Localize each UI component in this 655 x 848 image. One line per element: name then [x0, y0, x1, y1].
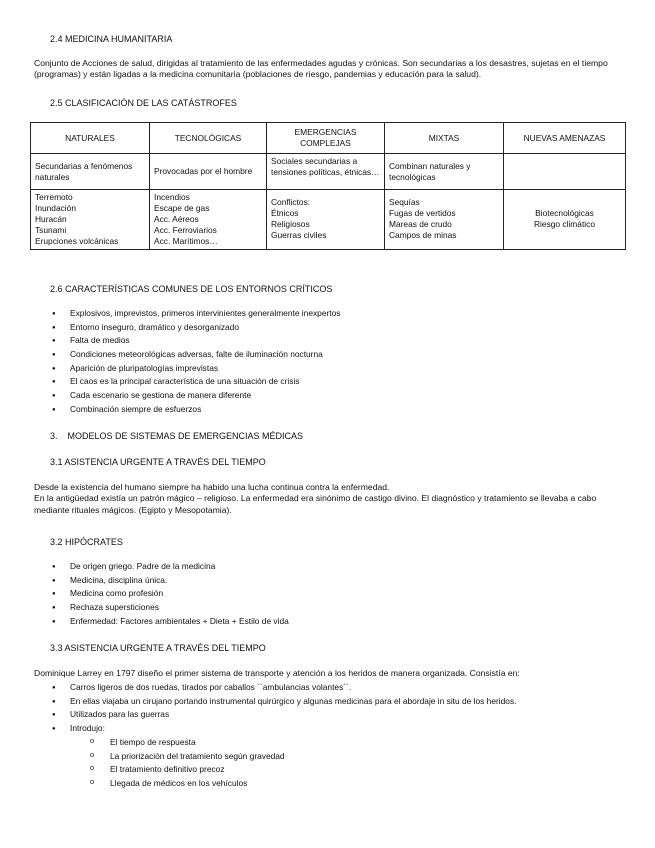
- example-item: Tsunami: [35, 224, 67, 235]
- example-item: Fugas de vertidos: [389, 208, 456, 219]
- heading-medicina-humanitaria: 2.4 MEDICINA HUMANITARIA: [50, 34, 173, 44]
- example-item: Huracán: [35, 213, 67, 224]
- sub-list-item: o El tiempo de respuesta: [90, 737, 285, 751]
- larrey-list: [52, 682, 516, 737]
- header-mixtas: MIXTAS: [385, 123, 504, 154]
- list-item: ● Cada escenario se gestiona de manera diferente: [52, 390, 340, 404]
- example-item: Campos de minas: [389, 230, 457, 241]
- paragraph-asistencia-1: [34, 482, 634, 516]
- list-item: ● Medicina, disciplina única.: [52, 575, 289, 589]
- example-item: Escape de gas: [154, 202, 210, 213]
- list-item: ● Entorno inseguro, dramático y desorganizado: [52, 322, 340, 336]
- sub-list-item: o La priorización del tratamiento según gravedad: [90, 751, 285, 765]
- header-nuevas-amenazas: NUEVAS AMENAZAS: [504, 123, 626, 154]
- example-item: Erupciones volcánicas: [35, 235, 119, 246]
- list-item: ● Rechaza supersticiones: [52, 602, 289, 616]
- sub-list-item: o Llegada de médicos en los vehículos: [90, 778, 285, 792]
- example-item: Mareas de crudo: [389, 219, 452, 230]
- list-item: ● Introdujo:: [52, 723, 516, 737]
- example-item: Acc. Marítimos…: [154, 235, 218, 246]
- list-item: ● El caos es la principal característica de una situación de crisis: [52, 376, 340, 390]
- cell-tecnologicas-examples: [150, 190, 267, 250]
- example-item: Religiosos: [271, 219, 310, 230]
- heading-modelos-sistemas: 3. MODELOS DE SISTEMAS DE EMERGENCIAS MÉDICAS: [50, 431, 304, 441]
- header-tecnologicas: TECNOLÓGICAS: [150, 123, 267, 154]
- example-item: Acc. Aéreos: [154, 213, 199, 224]
- example-item: Étnicos: [271, 208, 299, 219]
- list-item: ● Aparición de pluripatologías imprevistas: [52, 363, 340, 377]
- caracteristicas-list: [52, 308, 340, 418]
- paragraph-larrey-intro: Dominique Larrey en 1797 diseño el primer sistema de transporte y atención a los heridos de manera organizada. Consistía en:: [34, 668, 520, 678]
- heading-asistencia-urgente-1: 3.1 ASISTENCIA URGENTE A TRAVÉS DEL TIEMPO: [50, 457, 266, 467]
- heading-hipocrates: 3.2 HIPÓCRATES: [50, 537, 123, 547]
- heading-clasificacion-catastrofes: 2.5 CLASIFICACIÓN DE LAS CATÁSTROFES: [50, 98, 237, 108]
- introdujo-sublist: [90, 737, 285, 791]
- heading-caracteristicas-entornos: 2.6 CARACTERÍSTICAS COMUNES DE LOS ENTORNOS CRÍTICOS: [50, 284, 333, 294]
- list-item: ● Utilizados para las guerras: [52, 709, 516, 723]
- sub-list-item: o El tratamiento definitivo precoz: [90, 764, 285, 778]
- example-item: Sequías: [389, 197, 420, 208]
- example-item: Guerras civiles: [271, 230, 327, 241]
- cell-complejas-desc: Sociales secundarias a tensiones políticas, étnicas…: [267, 154, 385, 190]
- example-item: Inundación: [35, 202, 76, 213]
- table-header-row: [31, 123, 626, 154]
- example-item: Terremoto: [35, 192, 73, 202]
- list-item: ● En ellas viajaba un cirujano portando instrumental quirúrgico y algunas medicinas para el abordaje in situ de los heridos.: [52, 696, 516, 710]
- cell-tecnologicas-desc: Provocadas por el hombre: [150, 154, 267, 190]
- table-row: [31, 154, 626, 190]
- cell-nuevas-examples: [504, 190, 626, 250]
- list-item: ● Enfermedad: Factores ambientales + Dieta + Estilo de vida: [52, 616, 289, 630]
- cell-complejas-examples: [267, 190, 385, 250]
- list-item: ● De origen griego. Padre de la medicina: [52, 561, 289, 575]
- cell-naturales-examples: [31, 190, 150, 250]
- paragraph-medicina-humanitaria: Conjunto de Acciones de salud, dirigidas al tratamiento de las enfermedades agudas y crónicas. Son secundarias a los desastres, sujetas en el tiempo (programas) y están ligadas a la medicina comunitaria (poblaciones de riesgo, pandemias y educación para la salud).: [34, 58, 608, 80]
- cell-mixtas-examples: [385, 190, 504, 250]
- example-item: Acc. Ferroviarios: [154, 224, 217, 235]
- catastrophes-table: [30, 122, 626, 250]
- table-row: [31, 190, 626, 250]
- cell-nuevas-desc: [504, 154, 626, 190]
- example-item: Conflictos:: [271, 197, 311, 208]
- list-item: ● Condiciones meteorológicas adversas, falte de iluminación nocturna: [52, 349, 340, 363]
- paragraph-line: Desde la existencia del humano siempre ha habido una lucha continua contra la enfermedad.: [34, 482, 390, 492]
- paragraph-line: En la antigüedad existía un patrón mágico – religioso. La enfermedad era sinónimo de castigo divino. El diagnóstico y tratamiento se llevaba a cabo mediante rituales mágicos. (Egipto y Mesopotamia).: [34, 493, 597, 515]
- cell-naturales-desc: Secundarias a fenómenos naturales: [31, 154, 150, 190]
- list-item: ● Combinación siempre de esfuerzos: [52, 404, 340, 418]
- header-emergencias-complejas: EMERGENCIAS COMPLEJAS: [267, 123, 385, 154]
- list-item: ● Falta de medios: [52, 335, 340, 349]
- example-item: Riesgo climático: [534, 219, 595, 230]
- cell-mixtas-desc: Combinan naturales y tecnológicas: [385, 154, 504, 190]
- list-item: ● Medicina como profesión: [52, 588, 289, 602]
- example-item: Incendios: [154, 192, 190, 202]
- list-item: ● Carros ligeros de dos ruedas, tirados por caballos ``ambulancias volantes´´.: [52, 682, 516, 696]
- heading-asistencia-urgente-2: 3.3 ASISTENCIA URGENTE A TRAVÉS DEL TIEMPO: [50, 643, 266, 653]
- list-item: ● Explosivos, imprevistos, primeros intervinientes generalmente inexpertos: [52, 308, 340, 322]
- example-item: Biotecnológicas: [535, 208, 594, 219]
- header-naturales: NATURALES: [31, 123, 150, 154]
- hipocrates-list: [52, 561, 289, 629]
